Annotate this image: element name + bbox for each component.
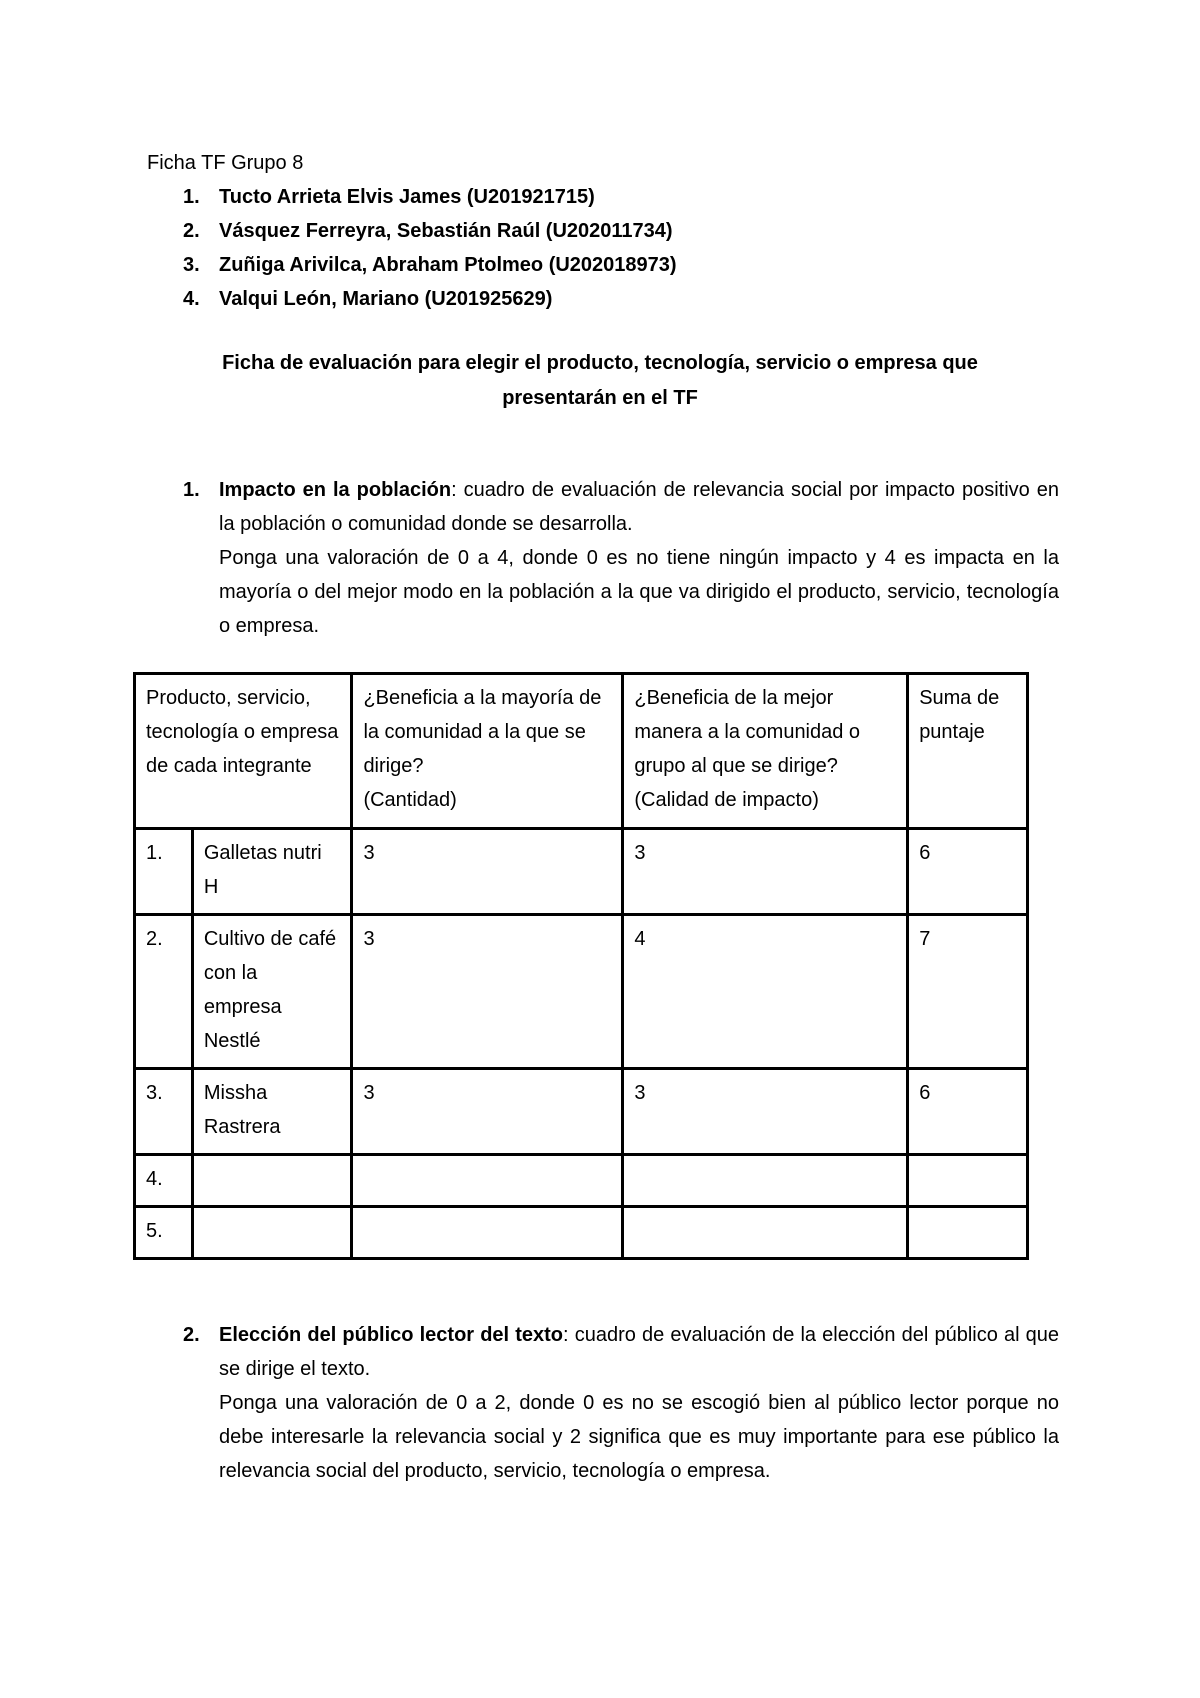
table-header-row — [135, 674, 1028, 829]
row-number: 1. — [135, 829, 193, 915]
section-1-number: 1. — [183, 479, 200, 501]
header-quality-label: (Calidad de impacto) — [634, 789, 819, 811]
row-quantity-score: 3 — [352, 829, 623, 915]
row-sum: 6 — [908, 829, 1028, 915]
section-2-instructions: Ponga una valoración de 0 a 2, donde 0 es no se escogió bien al público lector porque no debe interesarle la relevancia social y 2 significa que es muy importante para ese público la relevancia social del producto, servicio, tecnología o empresa. — [219, 1392, 1059, 1482]
table-row — [135, 1155, 1028, 1207]
heading-line-2: presentarán en el TF — [502, 387, 698, 409]
row-sum — [908, 1155, 1028, 1207]
row-quantity-score: 3 — [352, 1069, 623, 1155]
header-quality — [623, 674, 908, 829]
member-number: 3. — [183, 254, 200, 276]
section-1-title: Impacto en la población — [219, 479, 452, 501]
row-quantity-score — [352, 1155, 623, 1207]
section-2-text: : cuadro de evaluación de la elección del público al que se dirige el texto. — [219, 1324, 1060, 1380]
row-sum — [908, 1207, 1028, 1259]
row-product: Cultivo de café con la empresa Nestlé — [192, 915, 352, 1069]
table-row — [135, 1207, 1028, 1259]
section-2-number: 2. — [183, 1324, 200, 1346]
header-quantity — [352, 674, 623, 829]
member-name: Valqui León, Mariano (U201925629) — [219, 288, 553, 310]
row-number: 2. — [135, 915, 193, 1069]
row-sum: 7 — [908, 915, 1028, 1069]
row-product: Galletas nutri H — [192, 829, 352, 915]
row-number: 4. — [135, 1155, 193, 1207]
section-1-instructions: Ponga una valoración de 0 a 4, donde 0 es no tiene ningún impacto y 4 es impacta en la mayoría o del mejor modo en la población a la que va dirigido el producto, servicio, tecnología o empresa. — [219, 547, 1059, 637]
heading-line-1: Ficha de evaluación para elegir el producto, tecnología, servicio o empresa que — [222, 352, 978, 374]
row-number: 3. — [135, 1069, 193, 1155]
document-title: Ficha TF Grupo 8 — [147, 152, 304, 174]
evaluation-table — [133, 672, 1029, 1260]
row-product — [192, 1155, 352, 1207]
member-name: Tucto Arrieta Elvis James (U201921715) — [219, 186, 595, 208]
header-quantity-question: ¿Beneficia a la mayoría de la comunidad a la que se dirige? — [363, 687, 602, 777]
row-quality-score: 3 — [623, 1069, 908, 1155]
row-quality-score: 4 — [623, 915, 908, 1069]
row-quality-score — [623, 1207, 908, 1259]
section-2-description — [219, 1318, 1059, 1386]
table-row — [135, 829, 1028, 915]
row-quantity-score — [352, 1207, 623, 1259]
member-number: 2. — [183, 220, 200, 242]
row-product — [192, 1207, 352, 1259]
row-sum: 6 — [908, 1069, 1028, 1155]
row-quantity-score: 3 — [352, 915, 623, 1069]
row-quality-score — [623, 1155, 908, 1207]
member-name: Zuñiga Arivilca, Abraham Ptolmeo (U202018973) — [219, 254, 677, 276]
header-product: Producto, servicio, tecnología o empresa de cada integrante — [135, 674, 352, 829]
row-number: 5. — [135, 1207, 193, 1259]
row-quality-score: 3 — [623, 829, 908, 915]
header-quality-question: ¿Beneficia de la mejor manera a la comunidad o grupo al que se dirige? — [634, 687, 861, 777]
header-quantity-label: (Cantidad) — [363, 789, 457, 811]
table-row — [135, 1069, 1028, 1155]
member-number: 4. — [183, 288, 200, 310]
member-number: 1. — [183, 186, 200, 208]
section-1-text: : cuadro de evaluación de relevancia social por impacto positivo en la población o comunidad donde se desarrolla. — [219, 479, 1060, 535]
row-product: Missha Rastrera — [192, 1069, 352, 1155]
header-sum: Suma de puntaje — [908, 674, 1028, 829]
section-2-title: Elección del público lector del texto — [219, 1324, 564, 1346]
table-row — [135, 915, 1028, 1069]
section-1-description — [219, 473, 1059, 541]
member-name: Vásquez Ferreyra, Sebastián Raúl (U202011734) — [219, 220, 673, 242]
